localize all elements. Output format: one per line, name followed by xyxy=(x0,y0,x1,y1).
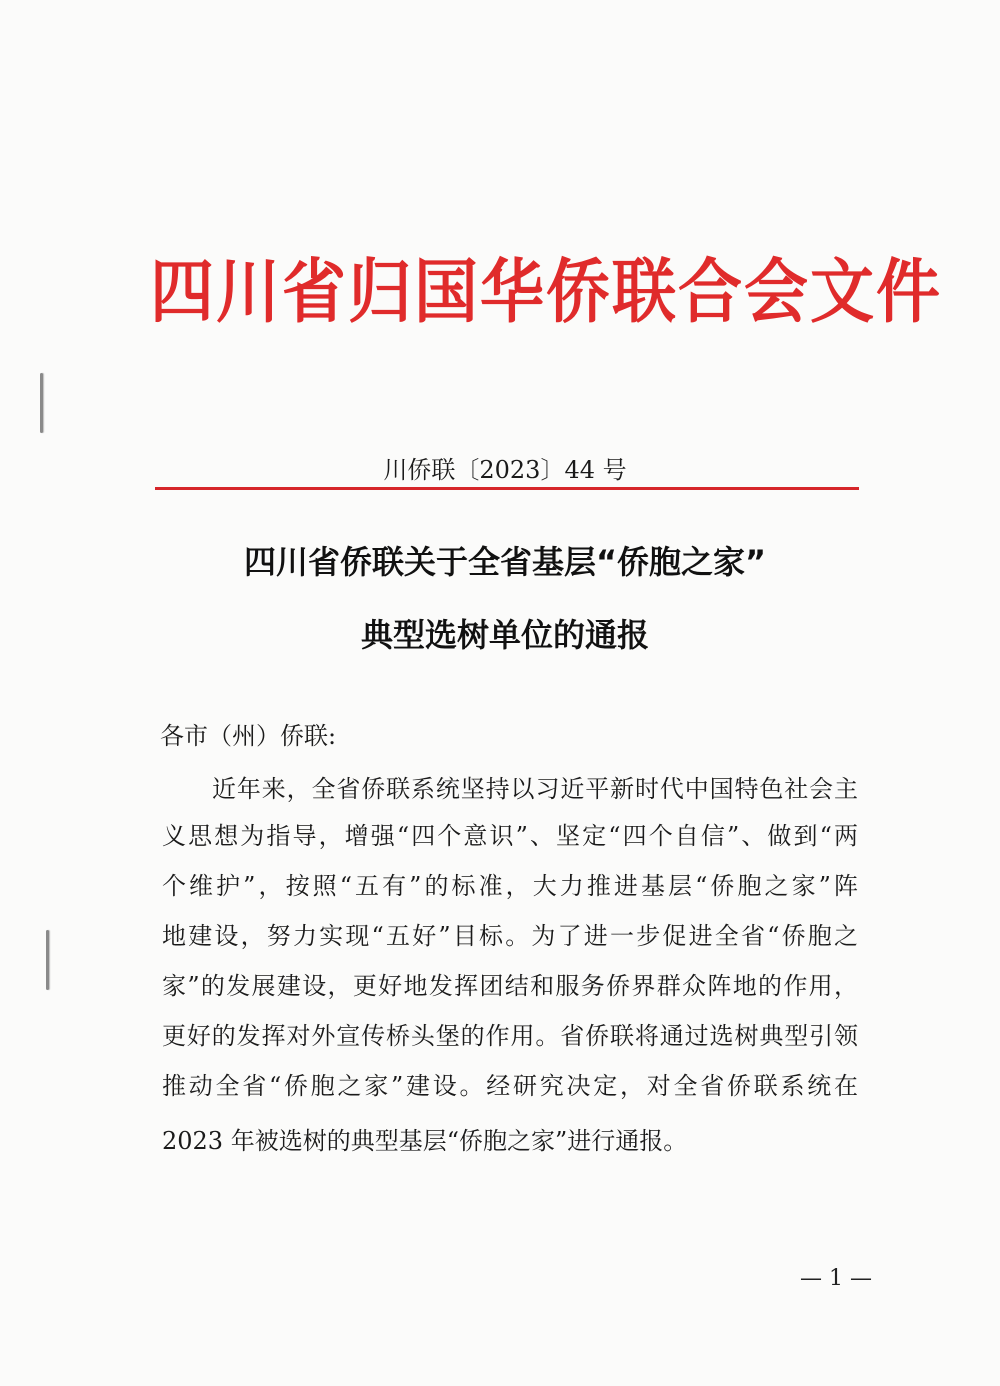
staple-top xyxy=(40,373,43,433)
document-title-line-1: 四川省侨联关于全省基层“侨胞之家” xyxy=(243,543,767,581)
document-title-line-2: 典型选树单位的通报 xyxy=(360,616,649,654)
red-divider-line xyxy=(155,487,859,490)
document-number: 川侨联〔2023〕44 号 xyxy=(383,456,627,484)
paragraph-line: 家”的发展建设，更好地发挥团结和服务侨界群众阵地的作用， xyxy=(162,972,858,1000)
paragraph-line: 个维护”，按照“五有”的标准，大力推进基层“侨胞之家”阵 xyxy=(162,872,858,900)
paragraph-line: 2023 年被选树的典型基层“侨胞之家”进行通报。 xyxy=(162,1127,688,1155)
paragraph-line: 近年来，全省侨联系统坚持以习近平新时代中国特色社会主 xyxy=(212,775,858,803)
paragraph-line: 地建设，努力实现“五好”目标。为了进一步促进全省“侨胞之 xyxy=(162,922,858,950)
staple-bottom xyxy=(46,930,49,990)
paragraph-line: 推动全省“侨胞之家”建设。经研究决定，对全省侨联系统在 xyxy=(162,1072,858,1100)
salutation: 各市（州）侨联: xyxy=(160,722,337,750)
page-number: — 1 — xyxy=(800,1266,872,1291)
paragraph-line: 义思想为指导，增强“四个意识”、坚定“四个自信”、做到“两 xyxy=(162,822,858,850)
org-header-title: 四川省归国华侨联合会文件 xyxy=(150,253,942,333)
paragraph-line: 更好的发挥对外宣传桥头堡的作用。省侨联将通过选树典型引领 xyxy=(162,1022,858,1050)
